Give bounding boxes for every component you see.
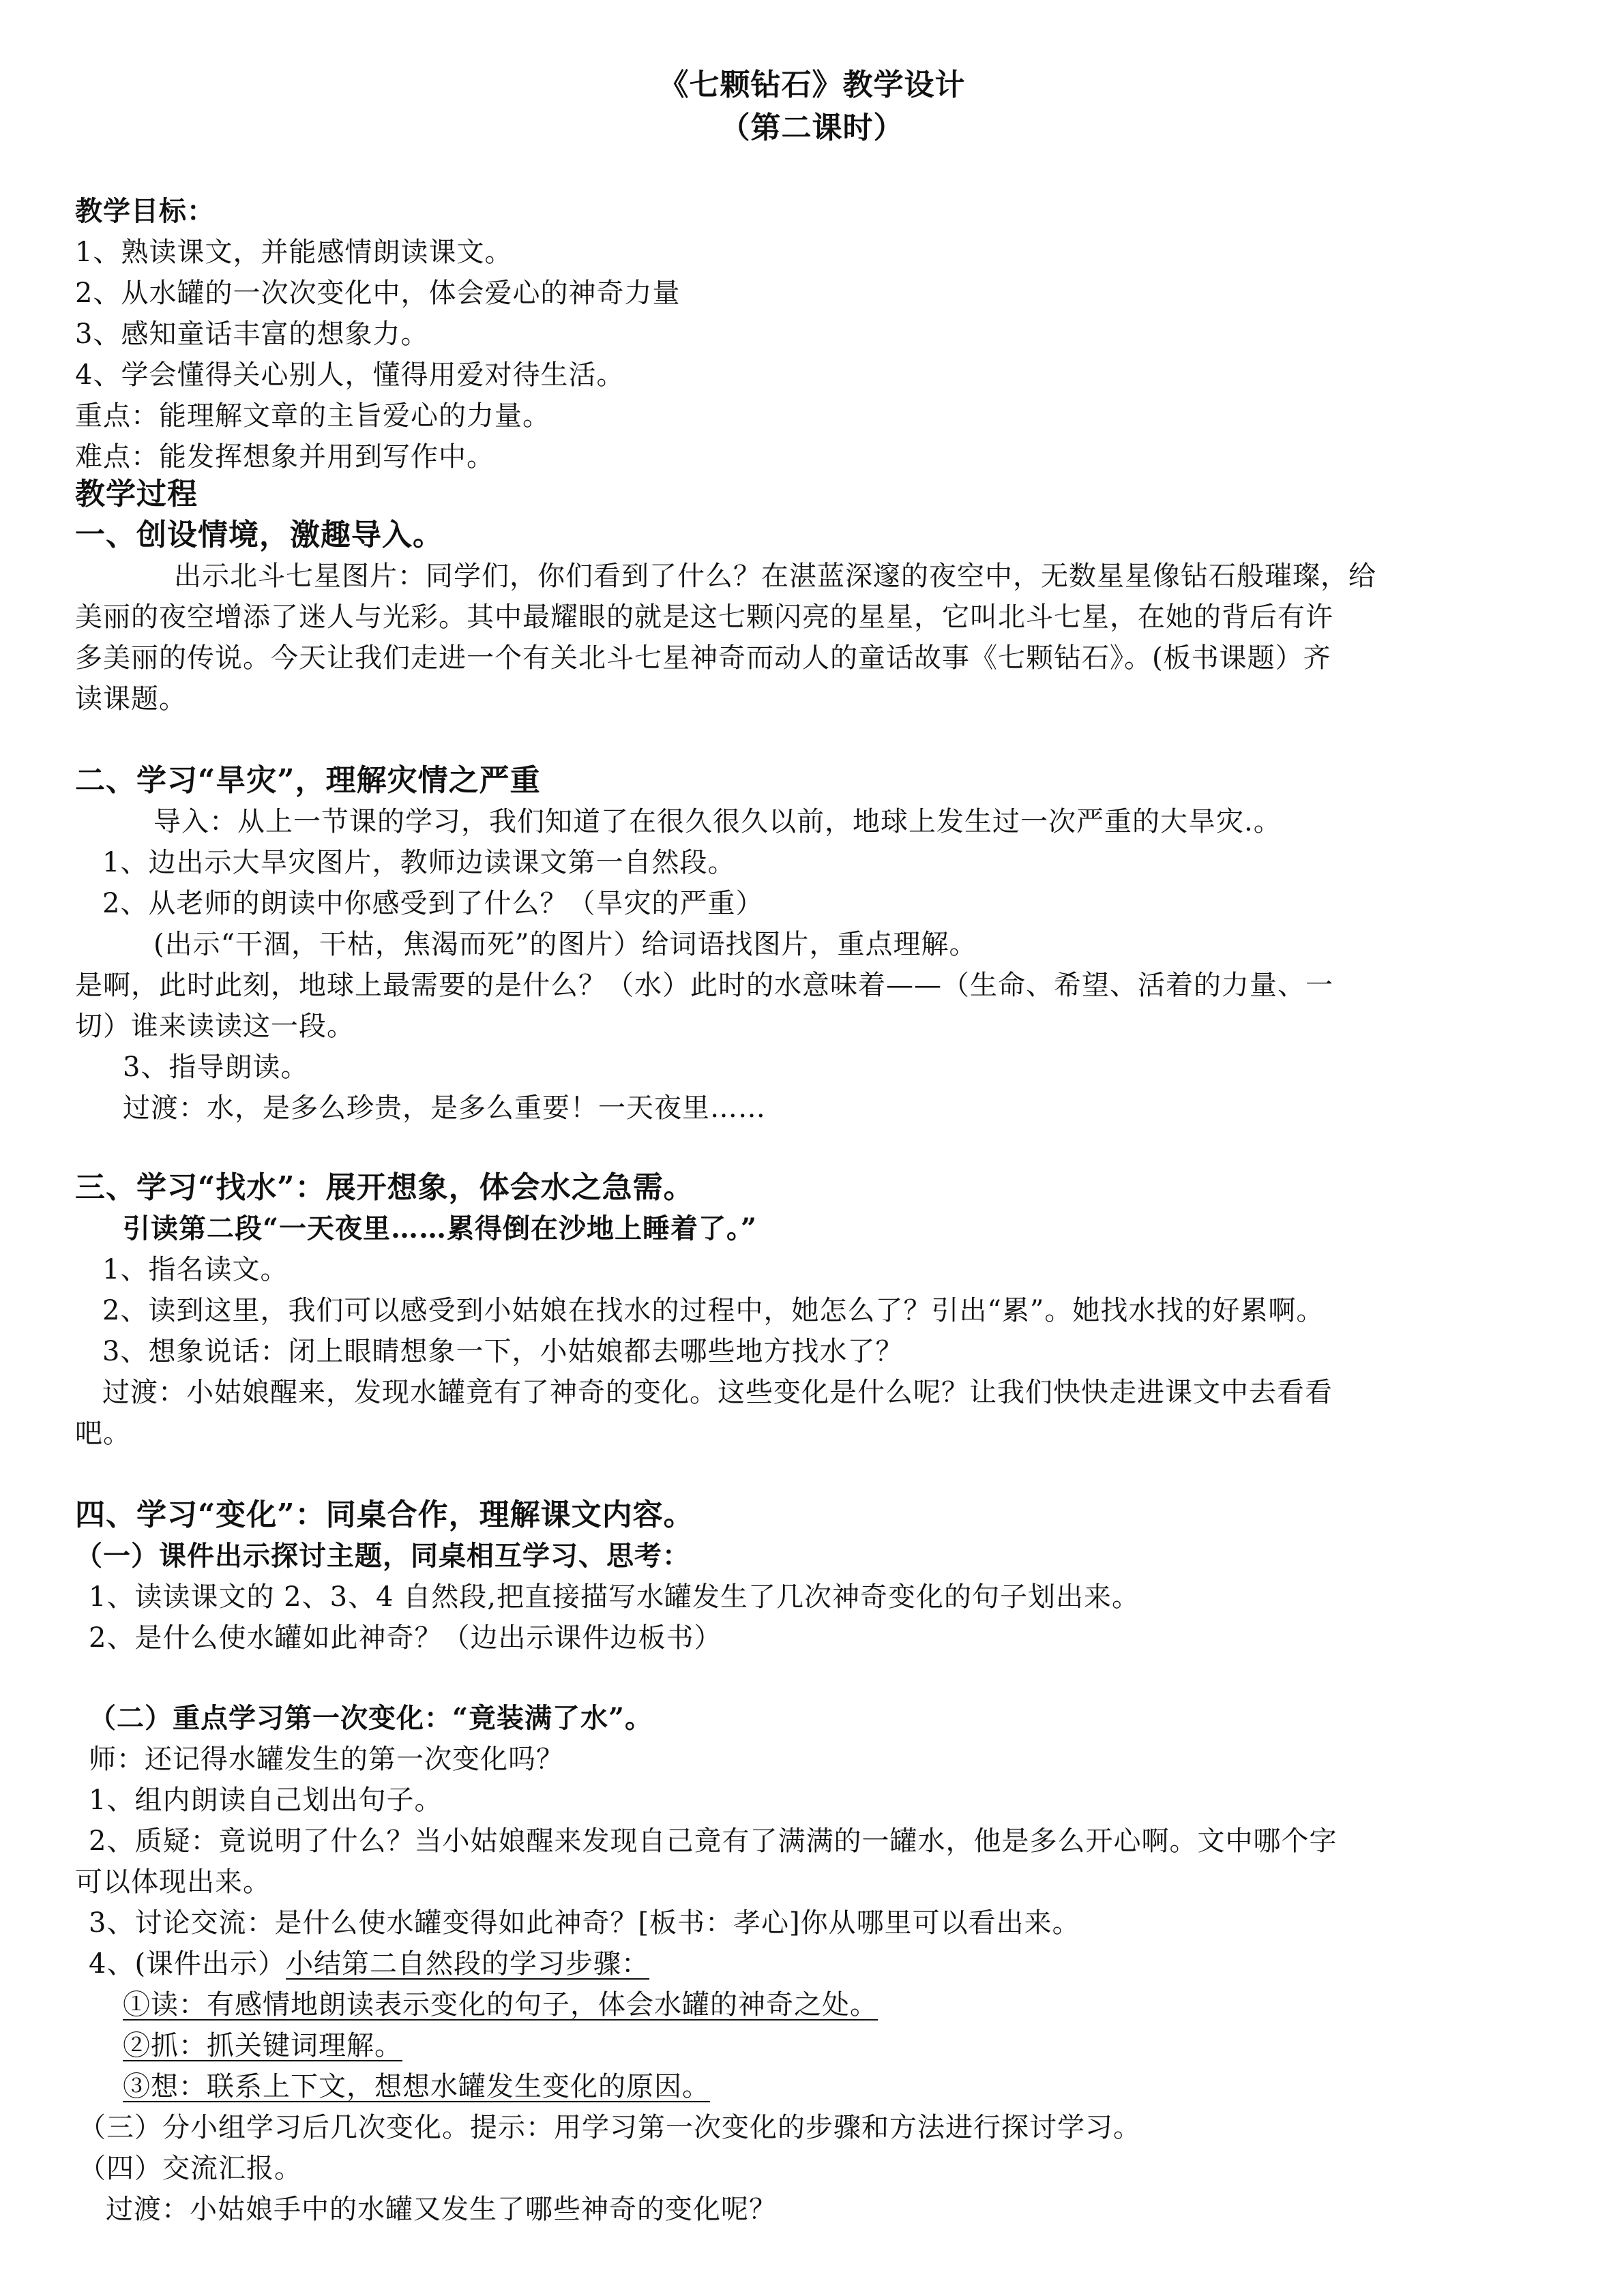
paragraph-line: 2、质疑：竟说明了什么？当小姑娘醒来发现自己竟有了满满的一罐水，他是多么开心啊。文中哪个字 — [89, 1825, 1338, 1857]
paragraph-line: 吧。 — [75, 1418, 131, 1449]
section1-heading: 一、创设情境，激趣导入。 — [75, 518, 443, 552]
doc-subtitle: （第二课时） — [720, 110, 904, 145]
paragraph-line: 过渡：水，是多么珍贵，是多么重要！一天夜里…… — [123, 1092, 766, 1124]
paragraph-line: 师：还记得水罐发生的第一次变化吗？ — [89, 1744, 564, 1775]
paragraph-line: 1、边出示大旱灾图片，教师边读课文第一自然段。 — [102, 847, 736, 878]
study-step: ①读：有感情地朗读表示变化的句子，体会水罐的神奇之处。 — [123, 1989, 878, 2021]
part3-line: （三）分小组学习后几次变化。提示：用学习第一次变化的步骤和方法进行探讨学习。 — [78, 2112, 1141, 2143]
objective-item: 4、学会懂得关心别人，懂得用爱对待生活。 — [75, 359, 625, 391]
section2-heading: 二、学习“旱灾”，理解灾情之严重 — [75, 763, 541, 798]
paragraph-line: 3、指导朗读。 — [123, 1052, 309, 1083]
paragraph-line: 3、讨论交流：是什么使水罐变得如此神奇？[板书：孝心]你从哪里可以看出来。 — [89, 1907, 1080, 1939]
paragraph-line: (出示“干涸，干枯，焦渴而死”的图片）给词语找图片，重点理解。 — [153, 929, 977, 960]
summary-title: 小结第二自然段的学习步骤： — [286, 1948, 650, 1980]
paragraph-line: 2、是什么使水罐如此神奇？（边出示课件边板书） — [89, 1622, 722, 1654]
part1-heading: （一）课件出示探讨主题，同桌相互学习、思考： — [75, 1540, 690, 1572]
summary-line — [89, 1943, 649, 1984]
objective-item: 1、熟读课文，并能感情朗读课文。 — [75, 237, 513, 268]
paragraph-line: 1、组内朗读自己划出句子。 — [89, 1785, 443, 1816]
doc-title: 《七颗钻石》教学设计 — [658, 68, 966, 102]
objectives-heading: 教学目标： — [75, 195, 215, 227]
paragraph-line: 多美丽的传说。今天让我们走进一个有关北斗七星神奇而动人的童话故事《七颗钻石》。(板书课题）齐 — [75, 642, 1331, 674]
paragraph-line: 可以体现出来。 — [75, 1866, 271, 1898]
difficulty-point: 难点：能发挥想象并用到写作中。 — [75, 441, 494, 473]
paragraph-line: 切）谁来读读这一段。 — [75, 1011, 355, 1042]
paragraph-line: 读课题。 — [75, 683, 187, 715]
study-step: ③想：联系上下文，想想水罐发生变化的原因。 — [123, 2071, 710, 2102]
section3-heading: 三、学习“找水”：展开想象，体会水之急需。 — [75, 1170, 694, 1205]
section4-heading: 四、学习“变化”：同桌合作，理解课文内容。 — [75, 1497, 694, 1532]
paragraph-line: 1、读读课文的 2、3、4 自然段,把直接描写水罐发生了几次神奇变化的句子划出来。 — [89, 1581, 1140, 1613]
paragraph-line: 1、指名读文。 — [102, 1254, 289, 1285]
summary-prefix: 4、(课件出示） — [89, 1948, 286, 1980]
paragraph-line: 美丽的夜空增添了迷人与光彩。其中最耀眼的就是这七颗闪亮的星星，它叫北斗七星，在她的背后有许 — [75, 601, 1333, 633]
study-step: ②抓：抓关键词理解。 — [123, 2030, 402, 2061]
key-point: 重点：能理解文章的主旨爱心的力量。 — [75, 400, 550, 432]
paragraph-line: 是啊，此时此刻，地球上最需要的是什么？（水）此时的水意味着——（生命、希望、活着的力量、一 — [75, 970, 1333, 1001]
objective-item: 2、从水罐的一次次变化中，体会爱心的神奇力量 — [75, 278, 681, 309]
paragraph-line: 2、从老师的朗读中你感受到了什么？（旱灾的严重） — [102, 888, 764, 919]
objective-item: 3、感知童话丰富的想象力。 — [75, 318, 429, 350]
paragraph-line: 出示北斗七星图片：同学们，你们看到了什么？在湛蓝深邃的夜空中，无数星星像钻石般璀璨，给 — [174, 561, 1376, 592]
paragraph-line: 过渡：小姑娘醒来，发现水罐竟有了神奇的变化。这些变化是什么呢？让我们快快走进课文中去看看 — [102, 1377, 1333, 1408]
paragraph-line: 2、读到这里，我们可以感受到小姑娘在找水的过程中，她怎么了？引出“累”。她找水找的好累啊。 — [102, 1295, 1325, 1326]
part2-heading: （二）重点学习第一次变化：“竟装满了水”。 — [89, 1702, 653, 1734]
process-heading: 教学过程 — [75, 477, 198, 511]
section3-subheading: 引读第二段“一天夜里……累得倒在沙地上睡着了。” — [123, 1212, 758, 1244]
paragraph-line: 导入：从上一节课的学习，我们知道了在很久很久以前，地球上发生过一次严重的大旱灾.。 — [153, 806, 1282, 837]
part4-line: （四）交流汇报。 — [78, 2153, 302, 2184]
transition-line: 过渡：小姑娘手中的水罐又发生了哪些神奇的变化呢？ — [106, 2194, 777, 2225]
paragraph-line: 3、想象说话：闭上眼睛想象一下，小姑娘都去哪些地方找水了？ — [102, 1336, 904, 1367]
